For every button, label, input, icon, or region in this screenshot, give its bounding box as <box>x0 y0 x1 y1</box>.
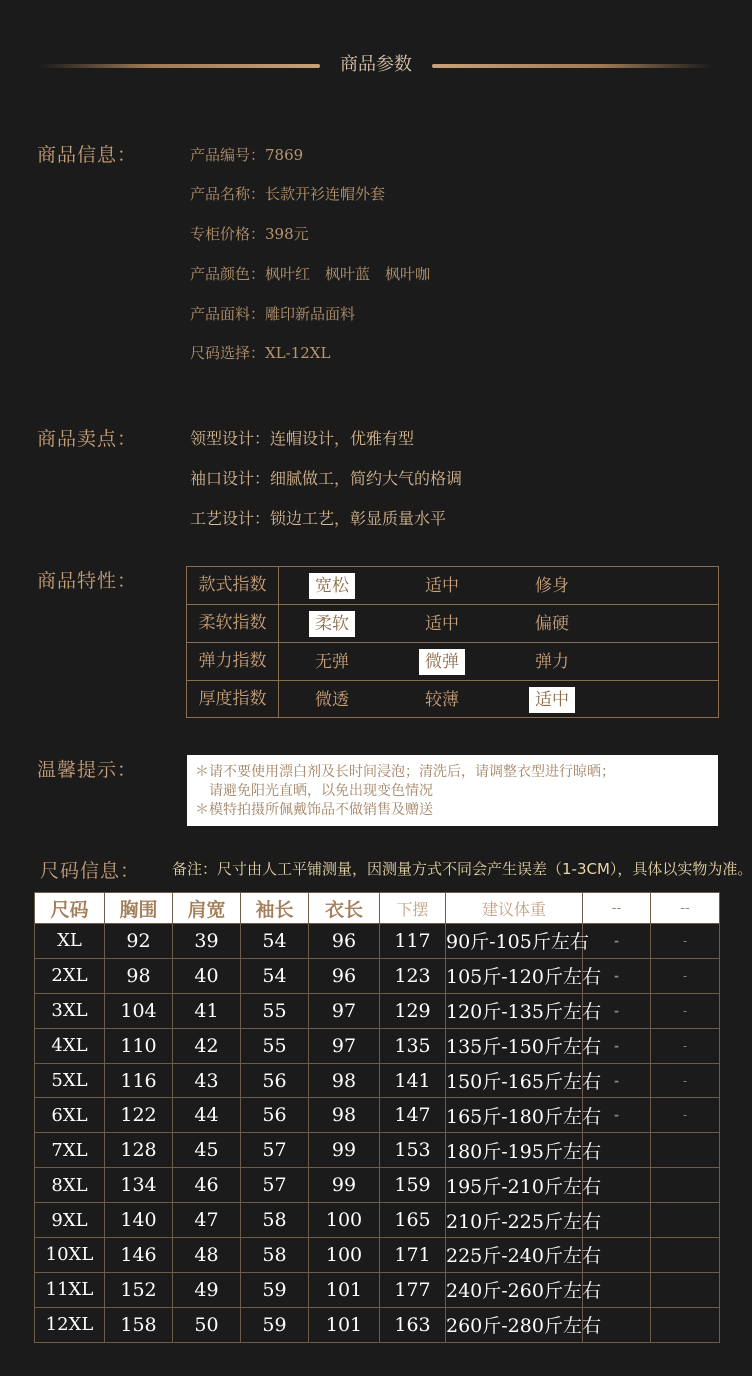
table-cell: - <box>651 958 720 993</box>
column-header: 衣长 <box>309 893 380 924</box>
table-cell: - <box>651 993 720 1028</box>
table-cell: 163 <box>380 1307 446 1342</box>
table-row <box>35 1168 720 1203</box>
column-header: 袖长 <box>241 893 309 924</box>
table-cell: 6XL <box>35 1098 105 1133</box>
table-cell: - <box>651 1098 720 1133</box>
table-cell: 96 <box>309 924 380 959</box>
feature-label: 厚度指数 <box>187 681 279 718</box>
table-cell: 260斤-280斤左右 <box>446 1307 583 1342</box>
table-cell: 134 <box>105 1168 173 1203</box>
selling-line: 领型设计：连帽设计，优雅有型 <box>190 429 415 448</box>
table-cell: 45 <box>173 1133 241 1168</box>
table-cell: 100 <box>309 1203 380 1238</box>
table-cell: - <box>651 1028 720 1063</box>
table-cell: 54 <box>241 958 309 993</box>
table-cell: 101 <box>309 1307 380 1342</box>
table-cell: 122 <box>105 1098 173 1133</box>
table-cell: 39 <box>173 924 241 959</box>
table-cell: 59 <box>241 1307 309 1342</box>
table-cell: - <box>583 993 651 1028</box>
feature-label: 款式指数 <box>187 567 279 604</box>
table-cell: 55 <box>241 993 309 1028</box>
table-cell: 165 <box>380 1203 446 1238</box>
table-cell: 4XL <box>35 1028 105 1063</box>
table-row <box>35 1272 720 1307</box>
table-cell: 92 <box>105 924 173 959</box>
feature-option-selected: 宽松 <box>309 573 355 599</box>
table-cell: 129 <box>380 993 446 1028</box>
size-table-header <box>35 893 720 924</box>
table-row <box>35 1307 720 1342</box>
table-cell: 9XL <box>35 1203 105 1238</box>
selling-title: 商品卖点： <box>37 428 138 450</box>
table-cell: - <box>583 924 651 959</box>
table-cell: 171 <box>380 1238 446 1273</box>
table-cell: 42 <box>173 1028 241 1063</box>
table-cell: 153 <box>380 1133 446 1168</box>
feature-option: 较薄 <box>425 690 459 710</box>
table-cell: 135斤-150斤左右 <box>446 1028 583 1063</box>
table-cell: 58 <box>241 1203 309 1238</box>
table-cell: 141 <box>380 1063 446 1098</box>
table-cell <box>651 1133 720 1168</box>
feature-label: 弹力指数 <box>187 643 279 680</box>
table-row <box>35 1203 720 1238</box>
features-title: 商品特性： <box>37 570 138 592</box>
tips-box <box>187 755 718 826</box>
table-cell: - <box>651 924 720 959</box>
table-cell: 99 <box>309 1168 380 1203</box>
table-cell: 46 <box>173 1168 241 1203</box>
table-cell: 152 <box>105 1272 173 1307</box>
feature-row-style <box>187 567 718 605</box>
column-header: 建议体重 <box>446 893 583 924</box>
table-cell: 97 <box>309 1028 380 1063</box>
info-line: 专柜价格：398元 <box>190 225 309 243</box>
table-cell: 12XL <box>35 1307 105 1342</box>
table-cell: 11XL <box>35 1272 105 1307</box>
table-cell: 40 <box>173 958 241 993</box>
column-header: -- <box>583 893 651 924</box>
table-cell <box>651 1203 720 1238</box>
size-note: 备注：尺寸由人工平铺测量，因测量方式不同会产生误差（1-3CM），具体以实物为准。 <box>172 860 752 878</box>
table-cell: XL <box>35 924 105 959</box>
table-cell <box>651 1272 720 1307</box>
table-cell: 57 <box>241 1133 309 1168</box>
table-row <box>35 1133 720 1168</box>
table-cell: 97 <box>309 993 380 1028</box>
tip-line: 请避免阳光直晒，以免出现变色情况 <box>195 783 433 799</box>
table-cell: 2XL <box>35 958 105 993</box>
table-cell: 98 <box>105 958 173 993</box>
table-row <box>35 924 720 959</box>
selling-line: 袖口设计：细腻做工，简约大气的格调 <box>190 469 463 488</box>
table-cell: 146 <box>105 1238 173 1273</box>
table-cell: 150斤-165斤左右 <box>446 1063 583 1098</box>
table-cell: 225斤-240斤左右 <box>446 1238 583 1273</box>
table-cell: 210斤-225斤左右 <box>446 1203 583 1238</box>
selling-line: 工艺设计：锁边工艺，彰显质量水平 <box>190 509 447 528</box>
table-row <box>35 958 720 993</box>
table-cell: 100 <box>309 1238 380 1273</box>
feature-row-thickness <box>187 681 718 719</box>
table-cell: 158 <box>105 1307 173 1342</box>
header-divider-left <box>40 64 320 68</box>
header-title: 商品参数 <box>340 54 412 75</box>
info-line: 尺码选择：XL-12XL <box>190 344 331 362</box>
features-table <box>186 566 719 718</box>
table-cell: 44 <box>173 1098 241 1133</box>
feature-option: 修身 <box>535 576 569 596</box>
table-cell: 3XL <box>35 993 105 1028</box>
table-cell: - <box>651 1063 720 1098</box>
table-cell: 165斤-180斤左右 <box>446 1098 583 1133</box>
feature-option: 弹力 <box>535 652 569 672</box>
table-cell: 55 <box>241 1028 309 1063</box>
table-cell: 105斤-120斤左右 <box>446 958 583 993</box>
table-cell: 116 <box>105 1063 173 1098</box>
info-line: 产品颜色：枫叶红 枫叶蓝 枫叶咖 <box>190 265 431 283</box>
feature-option: 微透 <box>315 690 349 710</box>
table-cell: 50 <box>173 1307 241 1342</box>
size-table <box>34 892 720 1343</box>
table-cell: 58 <box>241 1238 309 1273</box>
table-cell: 49 <box>173 1272 241 1307</box>
table-cell: 128 <box>105 1133 173 1168</box>
info-line: 产品编号：7869 <box>190 146 304 164</box>
table-cell: 54 <box>241 924 309 959</box>
header-divider-right <box>432 64 712 68</box>
table-cell: 147 <box>380 1098 446 1133</box>
column-header: 下摆 <box>380 893 446 924</box>
table-cell: - <box>583 1098 651 1133</box>
table-cell: 159 <box>380 1168 446 1203</box>
column-header: -- <box>651 893 720 924</box>
table-cell: 177 <box>380 1272 446 1307</box>
table-row <box>35 1028 720 1063</box>
table-cell: 56 <box>241 1063 309 1098</box>
table-cell: - <box>583 1028 651 1063</box>
size-table-body <box>35 924 720 1343</box>
table-cell: 104 <box>105 993 173 1028</box>
table-row <box>35 1063 720 1098</box>
tip-line: ＊请不要使用漂白剂及长时间浸泡；清洗后，请调整衣型进行晾晒； <box>195 764 615 780</box>
table-row <box>35 1238 720 1273</box>
table-cell: 10XL <box>35 1238 105 1273</box>
tip-line: ＊模特拍摄所佩戴饰品不做销售及赠送 <box>195 802 433 818</box>
feature-option-selected: 微弹 <box>419 649 465 675</box>
table-cell: 195斤-210斤左右 <box>446 1168 583 1203</box>
column-header: 胸围 <box>105 893 173 924</box>
feature-label: 柔软指数 <box>187 605 279 642</box>
table-row <box>35 1098 720 1133</box>
feature-option: 适中 <box>425 614 459 634</box>
table-cell <box>651 1238 720 1273</box>
table-cell: - <box>583 1063 651 1098</box>
info-line: 产品名称：长款开衫连帽外套 <box>190 185 386 203</box>
table-cell: 59 <box>241 1272 309 1307</box>
table-row <box>35 993 720 1028</box>
table-cell: 240斤-260斤左右 <box>446 1272 583 1307</box>
table-cell: 98 <box>309 1098 380 1133</box>
column-header: 尺码 <box>35 893 105 924</box>
table-cell: 48 <box>173 1238 241 1273</box>
table-cell: 135 <box>380 1028 446 1063</box>
feature-row-elasticity <box>187 643 718 681</box>
table-cell: 117 <box>380 924 446 959</box>
feature-option-selected: 适中 <box>529 687 575 713</box>
table-cell: 5XL <box>35 1063 105 1098</box>
column-header: 肩宽 <box>173 893 241 924</box>
table-cell: 99 <box>309 1133 380 1168</box>
table-cell: 98 <box>309 1063 380 1098</box>
table-cell <box>651 1307 720 1342</box>
info-line: 产品面料：雕印新品面料 <box>190 305 356 323</box>
table-cell: 47 <box>173 1203 241 1238</box>
table-cell: 123 <box>380 958 446 993</box>
table-cell: 43 <box>173 1063 241 1098</box>
table-cell: - <box>583 958 651 993</box>
tips-title: 温馨提示： <box>37 759 138 781</box>
table-cell <box>651 1168 720 1203</box>
table-cell: 56 <box>241 1098 309 1133</box>
feature-option-selected: 柔软 <box>309 611 355 637</box>
feature-option: 无弹 <box>315 652 349 672</box>
table-cell: 90斤-105斤左右 <box>446 924 583 959</box>
table-cell: 8XL <box>35 1168 105 1203</box>
table-cell: 96 <box>309 958 380 993</box>
table-cell: 180斤-195斤左右 <box>446 1133 583 1168</box>
table-cell: 110 <box>105 1028 173 1063</box>
feature-option: 适中 <box>425 576 459 596</box>
table-cell: 7XL <box>35 1133 105 1168</box>
table-cell: 140 <box>105 1203 173 1238</box>
table-cell: 101 <box>309 1272 380 1307</box>
feature-option: 偏硬 <box>535 614 569 634</box>
info-title: 商品信息： <box>37 144 138 166</box>
table-cell: 57 <box>241 1168 309 1203</box>
table-cell: 41 <box>173 993 241 1028</box>
section-header <box>0 46 750 82</box>
feature-row-softness <box>187 605 718 643</box>
table-cell: 120斤-135斤左右 <box>446 993 583 1028</box>
size-title: 尺码信息： <box>40 860 141 882</box>
